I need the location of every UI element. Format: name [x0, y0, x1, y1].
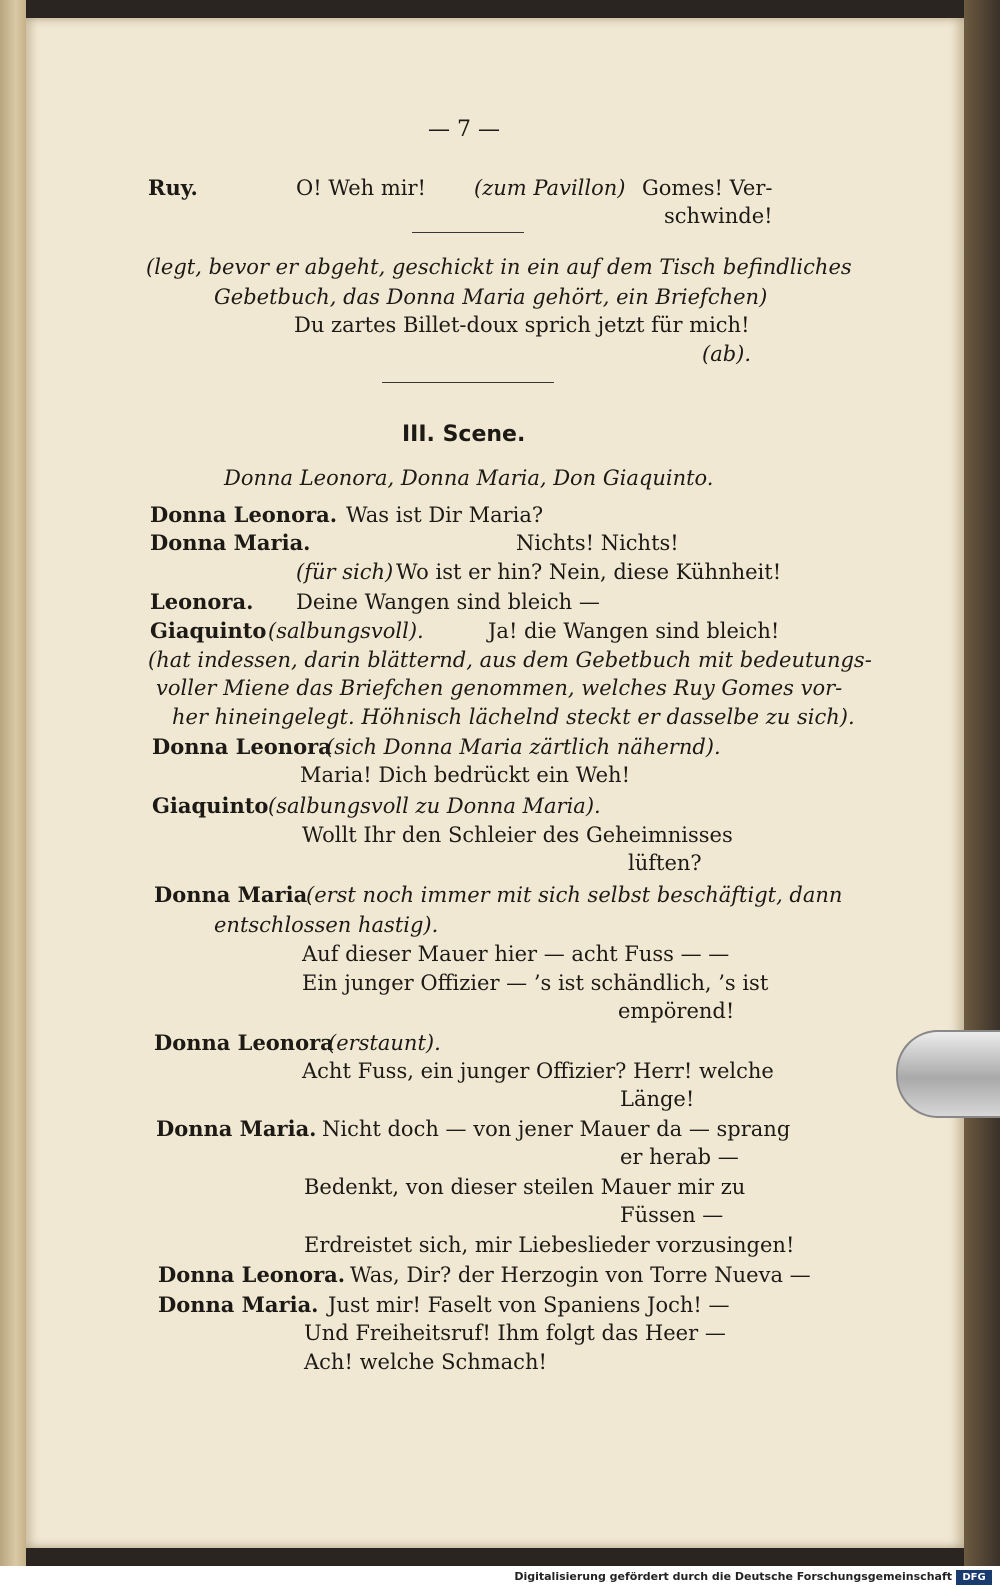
dialogue-text: Was, Dir? der Herzogin von Torre Nueva — — [350, 1263, 811, 1287]
dialogue-text: er herab — — [620, 1145, 739, 1169]
speaker: Donna Leonora. — [150, 502, 338, 527]
speaker: Donna Leonora. — [158, 1262, 346, 1287]
speaker: Donna Leonora — [154, 1030, 334, 1055]
cast-list: Donna Leonora, Donna Maria, Don Giaquinto. — [224, 466, 714, 490]
dialogue-text: Erdreistet sich, mir Liebeslieder vorzusingen! — [304, 1233, 795, 1257]
dialogue-text: Und Freiheitsruf! Ihm folgt das Heer — — [304, 1321, 726, 1345]
dialogue-text: Acht Fuss, ein junger Offizier? Herr! welche — [302, 1059, 774, 1083]
dialogue-text: Länge! — [620, 1087, 695, 1111]
scene-heading: III. Scene. — [402, 422, 526, 447]
speaker: Donna Maria. — [150, 530, 311, 555]
dialogue-text: Du zartes Billet-doux sprich jetzt für mich! — [294, 313, 750, 337]
funding-note: Digitalisierung gefördert durch die Deutsche Forschungsgemeinschaft — [514, 1570, 952, 1583]
stage-direction: (salbungsvoll zu Donna Maria). — [268, 794, 601, 818]
footer-bar — [0, 1566, 1000, 1589]
speaker: Donna Maria — [154, 882, 308, 907]
right-book-edge — [964, 0, 1000, 1566]
speaker: Donna Maria. — [156, 1116, 317, 1141]
stage-direction: (hat indessen, darin blätternd, aus dem Gebetbuch mit bedeutungs- — [148, 648, 872, 672]
stage-direction: (für sich) — [296, 560, 394, 584]
stage-direction: (sich Donna Maria zärtlich nähernd). — [326, 735, 721, 759]
dialogue-text: lüften? — [628, 851, 702, 875]
stage-direction: her hineingelegt. Höhnisch lächelnd steckt er dasselbe zu sich). — [172, 705, 855, 729]
dialogue-text: Auf dieser Mauer hier — acht Fuss — — — [302, 942, 730, 966]
dialogue-text: Wollt Ihr den Schleier des Geheimnisses — [302, 823, 733, 847]
stage-direction: (erst noch immer mit sich selbst beschäftigt, dann — [306, 883, 843, 907]
dialogue-text: Was ist Dir Maria? — [346, 503, 544, 527]
short-rule — [412, 232, 524, 233]
stage-direction: (erstaunt). — [328, 1031, 441, 1055]
speaker: Leonora. — [150, 589, 254, 614]
dialogue-text: schwinde! — [664, 204, 773, 228]
section-rule — [382, 382, 554, 383]
stage-direction: (salbungsvoll). — [268, 619, 424, 643]
stage-direction: voller Miene das Briefchen genommen, welches Ruy Gomes vor- — [156, 676, 843, 700]
dfg-logo-icon: DFG — [956, 1570, 992, 1585]
stage-direction: (legt, bevor er abgeht, geschickt in ein auf dem Tisch befindliches — [146, 255, 852, 279]
dialogue-text: Nicht doch — von jener Mauer da — sprang — [322, 1117, 791, 1141]
stage-direction: (zum Pavillon) — [474, 176, 626, 200]
stage-direction: entschlossen hastig). — [214, 913, 439, 937]
dialogue-text: Nichts! Nichts! — [516, 531, 679, 555]
dialogue-text: Füssen — — [620, 1203, 724, 1227]
dialogue-text: Gomes! Ver- — [642, 176, 773, 200]
speaker: Giaquinto — [150, 618, 267, 643]
speaker: Giaquinto — [152, 793, 269, 818]
dialogue-text: Bedenkt, von dieser steilen Mauer mir zu — [304, 1175, 746, 1199]
speaker-ruy: Ruy. — [148, 175, 198, 200]
speaker: Donna Maria. — [158, 1292, 319, 1317]
dialogue-text: Maria! Dich bedrückt ein Weh! — [300, 763, 631, 787]
page-number: — 7 — — [428, 117, 500, 142]
speaker: Donna Leonora — [152, 734, 332, 759]
dialogue-text: Just mir! Faselt von Spaniens Joch! — — [328, 1293, 730, 1317]
dialogue-text: Wo ist er hin? Nein, diese Kühnheit! — [396, 560, 782, 584]
dialogue-text: Ja! die Wangen sind bleich! — [488, 619, 780, 643]
dialogue-text: O! Weh mir! — [296, 176, 426, 200]
dialogue-text: Ein junger Offizier — ’s ist schändlich, ’s ist — [302, 971, 769, 995]
stage-direction: (ab). — [702, 342, 752, 366]
stage-direction: Gebetbuch, das Donna Maria gehört, ein Briefchen) — [214, 285, 768, 309]
dialogue-text: Deine Wangen sind bleich — — [296, 590, 600, 614]
page-clip — [896, 1030, 1000, 1118]
left-page-edge — [0, 0, 26, 1566]
dialogue-text: empörend! — [618, 999, 735, 1023]
dialogue-text: Ach! welche Schmach! — [304, 1350, 547, 1374]
